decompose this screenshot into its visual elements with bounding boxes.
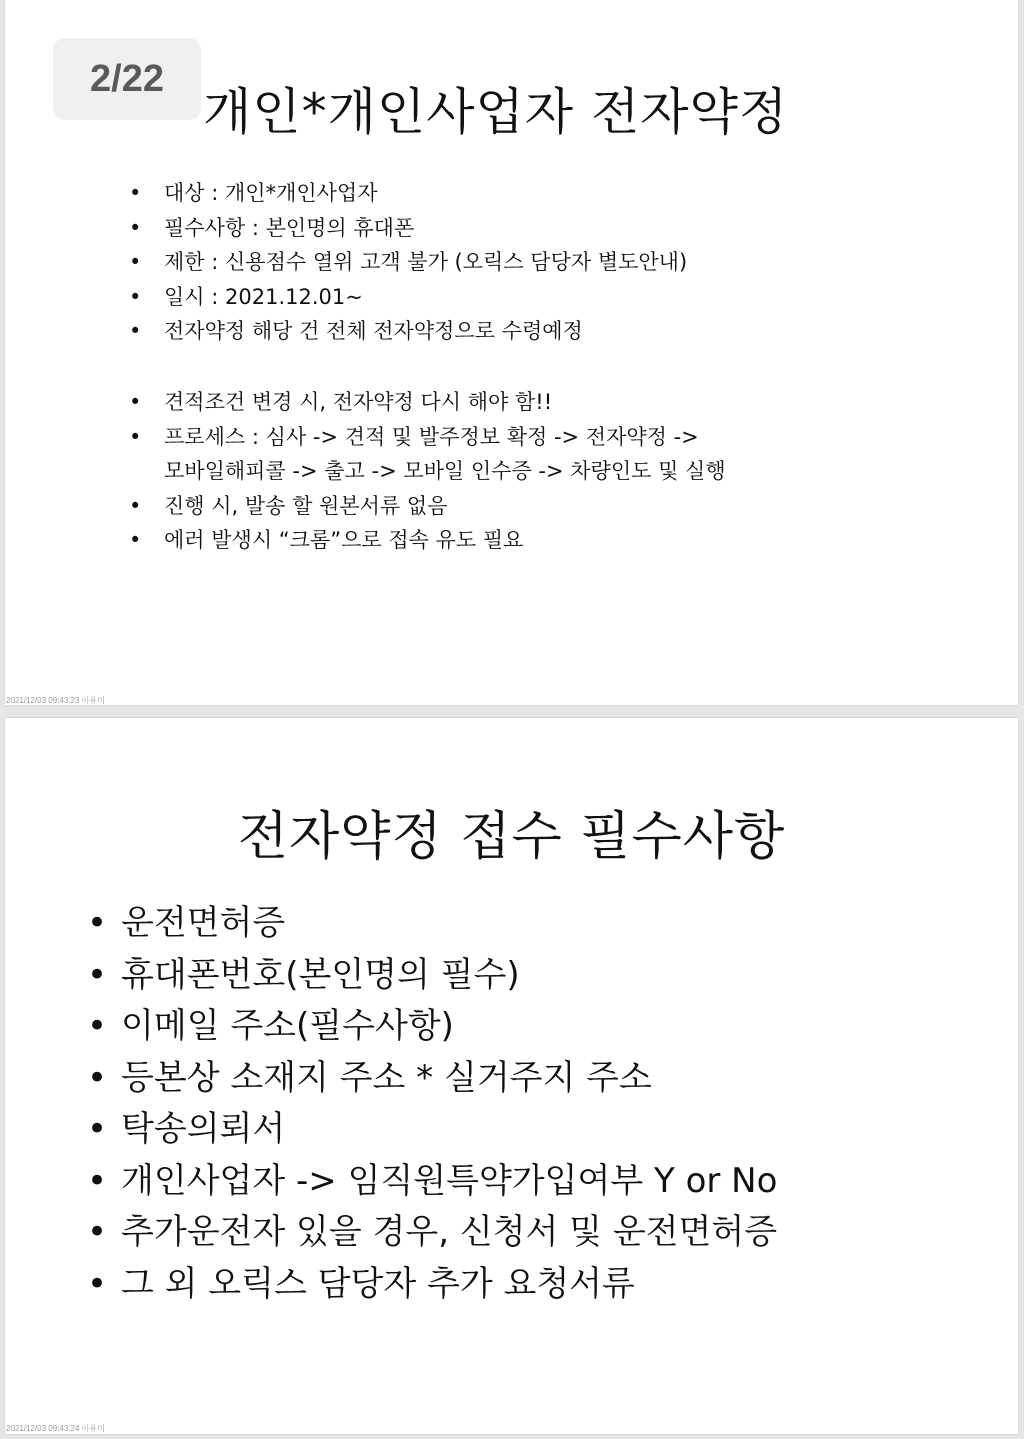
list-item: • 그 외 오릭스 담당자 추가 요청서류 (121, 1259, 777, 1311)
bullet-icon: • (129, 528, 142, 552)
slide-1-bullet-list-1 (129, 176, 688, 349)
list-item-continuation: 모바일해피콜 -> 출고 -> 모바일 인수증 -> 차량인도 및 실행 (164, 459, 726, 483)
list-item: • 탁송의뢰서 (121, 1104, 777, 1156)
bullet-icon: • (87, 954, 108, 995)
bullet-icon: • (129, 284, 142, 309)
list-item: • 휴대폰번호(본인명의 필수) (121, 950, 777, 1002)
slide-1-bullet-list-2 (129, 385, 726, 558)
slide-1-timestamp: 2021/12/03 09:43:23 이유미 (6, 696, 105, 705)
list-item: • 제한 : 신용점수 열위 고객 불가 (오릭스 담당자 별도안내) (164, 245, 687, 280)
bullet-icon: • (129, 181, 142, 205)
slide-1 (5, 0, 1018, 705)
list-item: • 에러 발생시 “크롬”으로 접속 유도 필요 (164, 523, 726, 558)
bullet-icon: • (87, 1263, 108, 1304)
list-item: • 진행 시, 발송 할 원본서류 없음 (164, 489, 726, 524)
slide-2-timestamp: 2021/12/03 09:43:24 이유미 (6, 1424, 105, 1433)
slide-2 (5, 718, 1018, 1434)
page-indicator-badge: 2/22 (53, 38, 201, 120)
list-item: • 추가운전자 있을 경우, 신청서 및 운전면허증 (121, 1207, 777, 1259)
list-item: • 운전면허증 (121, 898, 777, 950)
bullet-icon: • (87, 1057, 108, 1098)
bullet-icon: • (87, 1109, 108, 1149)
list-item: • 등본상 소재지 주소 * 실거주지 주소 (121, 1053, 777, 1105)
bullet-icon: • (87, 903, 108, 943)
slide-2-title: 전자약정 접수 필수사항 (237, 807, 786, 867)
list-item: • 프로세스 : 심사 -> 견적 및 발주정보 확정 -> 전자약정 -> (164, 420, 726, 455)
list-item: • 견적조건 변경 시, 전자약정 다시 해야 함!! (164, 385, 726, 420)
bullet-icon: • (129, 390, 142, 414)
bullet-icon: • (129, 493, 142, 518)
bullet-icon: • (129, 424, 142, 449)
list-item: • 이메일 주소(필수사항) (121, 1001, 777, 1053)
list-item: • 일시 : 2021.12.01~ (164, 280, 687, 315)
list-item: • 대상 : 개인*개인사업자 (164, 176, 687, 211)
bullet-icon: • (129, 250, 142, 274)
list-item: • 필수사항 : 본인명의 휴대폰 (164, 211, 687, 246)
bullet-icon: • (87, 1160, 108, 1201)
bullet-icon: • (129, 319, 142, 343)
bullet-icon: • (87, 1006, 108, 1046)
list-item: • 전자약정 해당 건 전체 전자약정으로 수령예정 (164, 314, 687, 349)
list-item: • 개인사업자 -> 임직원특약가입여부 Y or No (121, 1156, 777, 1208)
slide-2-bullet-list (87, 898, 778, 1310)
bullet-icon: • (87, 1212, 108, 1252)
slide-1-title: 개인*개인사업자 전자약정 (203, 83, 789, 141)
bullet-icon: • (129, 215, 142, 240)
